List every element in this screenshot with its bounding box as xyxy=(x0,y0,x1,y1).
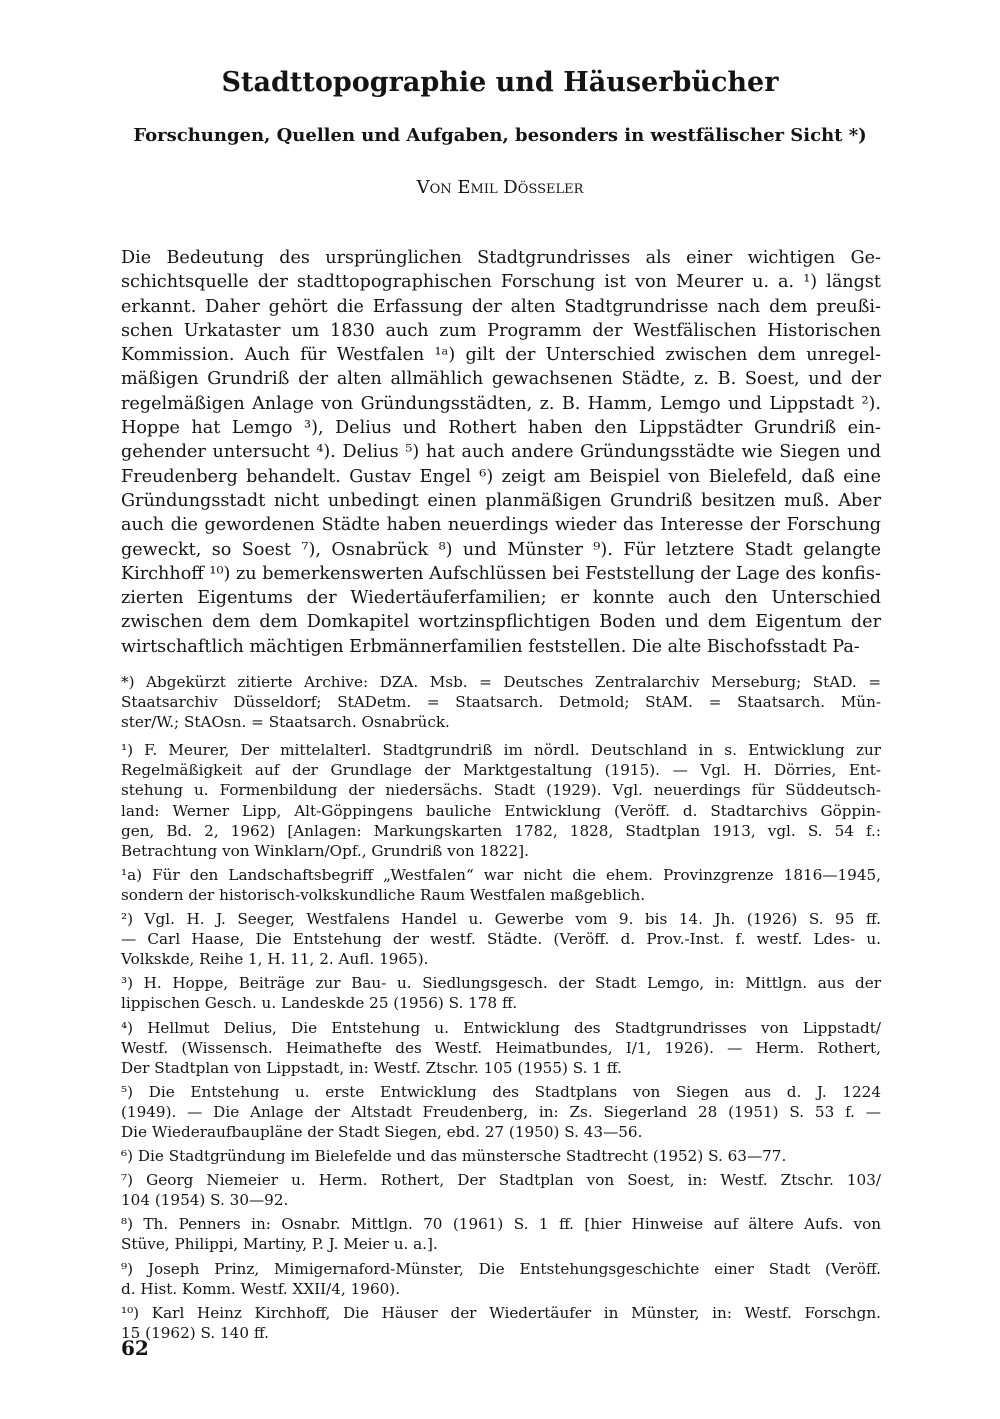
footnote-line: *) Abgekürzt zitierte Archive: DZA. Msb. = Deutsches Zentralarchiv Merseburg; StAD. = xyxy=(121,673,881,691)
footnote xyxy=(121,1259,881,1299)
footnote-line: Der Stadtplan von Lippstadt, in: Westf. Ztschr. 105 (1955) S. 1 ff. xyxy=(121,1058,622,1077)
footnote-line: ⁸) Th. Penners in: Osnabr. Mittlgn. 70 (1961) S. 1 ff. [hier Hinweise auf ältere Aufs. von xyxy=(121,1215,881,1234)
article-subtitle: Forschungen, Quellen und Aufgaben, besonders in westfälischer Sicht *) xyxy=(133,125,867,146)
footnote xyxy=(121,1214,881,1254)
footnote xyxy=(121,1146,881,1166)
footnote-line: ¹⁰) Karl Heinz Kirchhoff, Die Häuser der Wiedertäufer in Münster, in: Westf. Forschgn. xyxy=(121,1303,881,1322)
body-line: Freudenberg behandelt. Gustav Engel ⁶) zeigt am Beispiel von Bielefeld, daß eine xyxy=(121,466,881,487)
footnote-line: Staatsarchiv Düsseldorf; StADetm. = Staatsarch. Detmold; StAM. = Staatsarch. Mün- xyxy=(121,693,881,712)
footnote-line: ster/W.; StAOsn. = Staatsarch. Osnabrück. xyxy=(121,713,450,732)
body-line: erkannt. Daher gehört die Erfassung der alten Stadtgrundrisse nach dem preußi- xyxy=(121,296,881,317)
footnote-line: d. Hist. Komm. Westf. XXII/4, 1960). xyxy=(121,1279,401,1298)
footnote-line: Westf. (Wissensch. Heimathefte des Westf. Heimatbundes, I/1, 1926). — Herm. Rothert, xyxy=(121,1038,881,1057)
footnote-line: 104 (1954) S. 30—92. xyxy=(121,1191,289,1210)
footnote xyxy=(121,1082,881,1142)
footnote-line: lippischen Gesch. u. Landeskde 25 (1956) S. 178 ff. xyxy=(121,994,518,1013)
author-line xyxy=(0,176,1000,200)
footnote-line: ³) H. Hoppe, Beiträge zur Bau- u. Siedlungsgesch. der Stadt Lemgo, in: Mittlgn. aus der xyxy=(121,974,881,993)
footnote xyxy=(121,1018,881,1078)
footnote-line: ⁵) Die Entstehung u. erste Entwicklung des Stadtplans von Siegen aus d. J. 1224 xyxy=(121,1082,881,1101)
body-line: Hoppe hat Lemgo ³), Delius und Rothert haben den Lippstädter Grundriß ein- xyxy=(121,418,881,439)
footnote-line: ⁹) Joseph Prinz, Mimigernaford-Münster, Die Entstehungsgeschichte einer Stadt (Veröff. xyxy=(121,1259,881,1278)
footnote-line: sondern der historisch-volkskundliche Raum Westfalen maßgeblich. xyxy=(121,885,646,904)
footnote-line: Betrachtung von Winklarn/Opf., Grundriß von 1822]. xyxy=(121,841,529,860)
footnote xyxy=(121,909,881,969)
footnote xyxy=(121,672,881,732)
footnote-line: gen, Bd. 2, 1962) [Anlagen: Markungskarten 1782, 1828, Stadtplan 1913, vgl. S. 54 f.: xyxy=(121,821,881,840)
footnote-line: ⁶) Die Stadtgründung im Bielefelde und das münstersche Stadtrecht (1952) S. 63—77. xyxy=(121,1147,787,1166)
body-line: Gründungsstadt nicht unbedingt einen planmäßigen Grundriß besitzen muß. Aber xyxy=(121,490,881,511)
footnote-line: (1949). — Die Anlage der Altstadt Freudenberg, in: Zs. Siegerland 28 (1951) S. 53 f. — xyxy=(121,1102,881,1121)
body-text xyxy=(121,246,881,659)
body-line: geweckt, so Soest ⁷), Osnabrück ⁸) und Münster ⁹). Für letztere Stadt gelangte xyxy=(121,539,881,560)
footnote-line: ¹) F. Meurer, Der mittelalterl. Stadtgrundriß im nördl. Deutschland in s. Entwicklung zur xyxy=(121,741,881,760)
body-line: auch die gewordenen Städte haben neuerdings wieder das Interesse der Forschung xyxy=(121,515,881,536)
body-line: wirtschaftlich mächtigen Erbmännerfamilien feststellen. Die alte Bischofsstadt Pa- xyxy=(121,636,860,657)
body-line: Die Bedeutung des ursprünglichen Stadtgrundrisses als einer wichtigen Ge- xyxy=(121,248,881,268)
page-number: 62 xyxy=(121,1336,149,1360)
body-line: schichtsquelle der stadttopographischen Forschung ist von Meurer u. a. ¹) längst xyxy=(121,272,881,293)
footnote-line: Volkskde, Reihe 1, H. 11, 2. Aufl. 1965). xyxy=(121,950,429,969)
footnote-line: ⁴) Hellmut Delius, Die Entstehung u. Entwicklung des Stadtgrundrisses von Lippstadt/ xyxy=(121,1018,881,1037)
footnote xyxy=(121,1303,881,1343)
body-line: mäßigen Grundriß der alten allmählich gewachsenen Städte, z. B. Soest, und der xyxy=(121,369,881,390)
body-line: regelmäßigen Anlage von Gründungsstädten, z. B. Hamm, Lemgo und Lippstadt ²). xyxy=(121,393,881,414)
footnote-line: ¹a) Für den Landschaftsbegriff „Westfalen“ war nicht die ehem. Provinzgrenze 1816—1945, xyxy=(121,865,881,884)
footnote-line: Regelmäßigkeit auf der Grundlage der Marktgestaltung (1915). — Vgl. H. Dörries, Ent- xyxy=(121,761,881,780)
body-line: Kommission. Auch für Westfalen ¹ᵃ) gilt der Unterschied zwischen dem unregel- xyxy=(121,345,881,366)
footnote xyxy=(121,1170,881,1210)
footnotes xyxy=(121,672,881,1347)
body-line: zwischen dem dem Domkapitel wortzinspflichtigen Boden und dem Eigentum der xyxy=(121,612,881,633)
body-line: Kirchhoff ¹⁰) zu bemerkenswerten Aufschlüssen bei Feststellung der Lage des konfis- xyxy=(121,563,881,584)
footnote-line: ²) Vgl. H. J. Seeger, Westfalens Handel u. Gewerbe vom 9. bis 14. Jh. (1926) S. 95 ff. xyxy=(121,910,881,929)
footnote xyxy=(121,740,881,861)
footnote-line: land: Werner Lipp, Alt-Göppingens bauliche Entwicklung (Veröff. d. Stadtarchivs Göppin- xyxy=(121,801,881,820)
body-line: schen Urkataster um 1830 auch zum Programm der Westfälischen Historischen xyxy=(121,320,881,341)
footnote xyxy=(121,973,881,1013)
article-title: Stadttopographie und Häuserbücher xyxy=(221,67,779,98)
body-line: gehender untersucht ⁴). Delius ⁵) hat auch andere Gründungsstädte wie Siegen und xyxy=(121,442,881,463)
author-name: Von Emil Dösseler xyxy=(416,177,584,198)
footnote xyxy=(121,865,881,905)
footnote-line: 15 (1962) S. 140 ff. xyxy=(121,1323,269,1342)
footnote-line: Die Wiederaufbaupläne der Stadt Siegen, ebd. 27 (1950) S. 43—56. xyxy=(121,1122,643,1141)
footnote-line: ⁷) Georg Niemeier u. Herm. Rothert, Der Stadtplan von Soest, in: Westf. Ztschr. 103/ xyxy=(121,1171,881,1190)
footnote-line: Stüve, Philippi, Martiny, P. J. Meier u. a.]. xyxy=(121,1235,438,1254)
footnote-line: — Carl Haase, Die Entstehung der westf. Städte. (Veröff. d. Prov.-Inst. f. westf. Ldes- u. xyxy=(121,930,881,949)
body-line: zierten Eigentums der Wiedertäuferfamilien; er konnte auch den Unterschied xyxy=(121,588,881,609)
footnote-line: stehung u. Formenbildung der niedersächs. Stadt (1929). Vgl. neuerdings für Süddeutsch- xyxy=(121,781,881,800)
